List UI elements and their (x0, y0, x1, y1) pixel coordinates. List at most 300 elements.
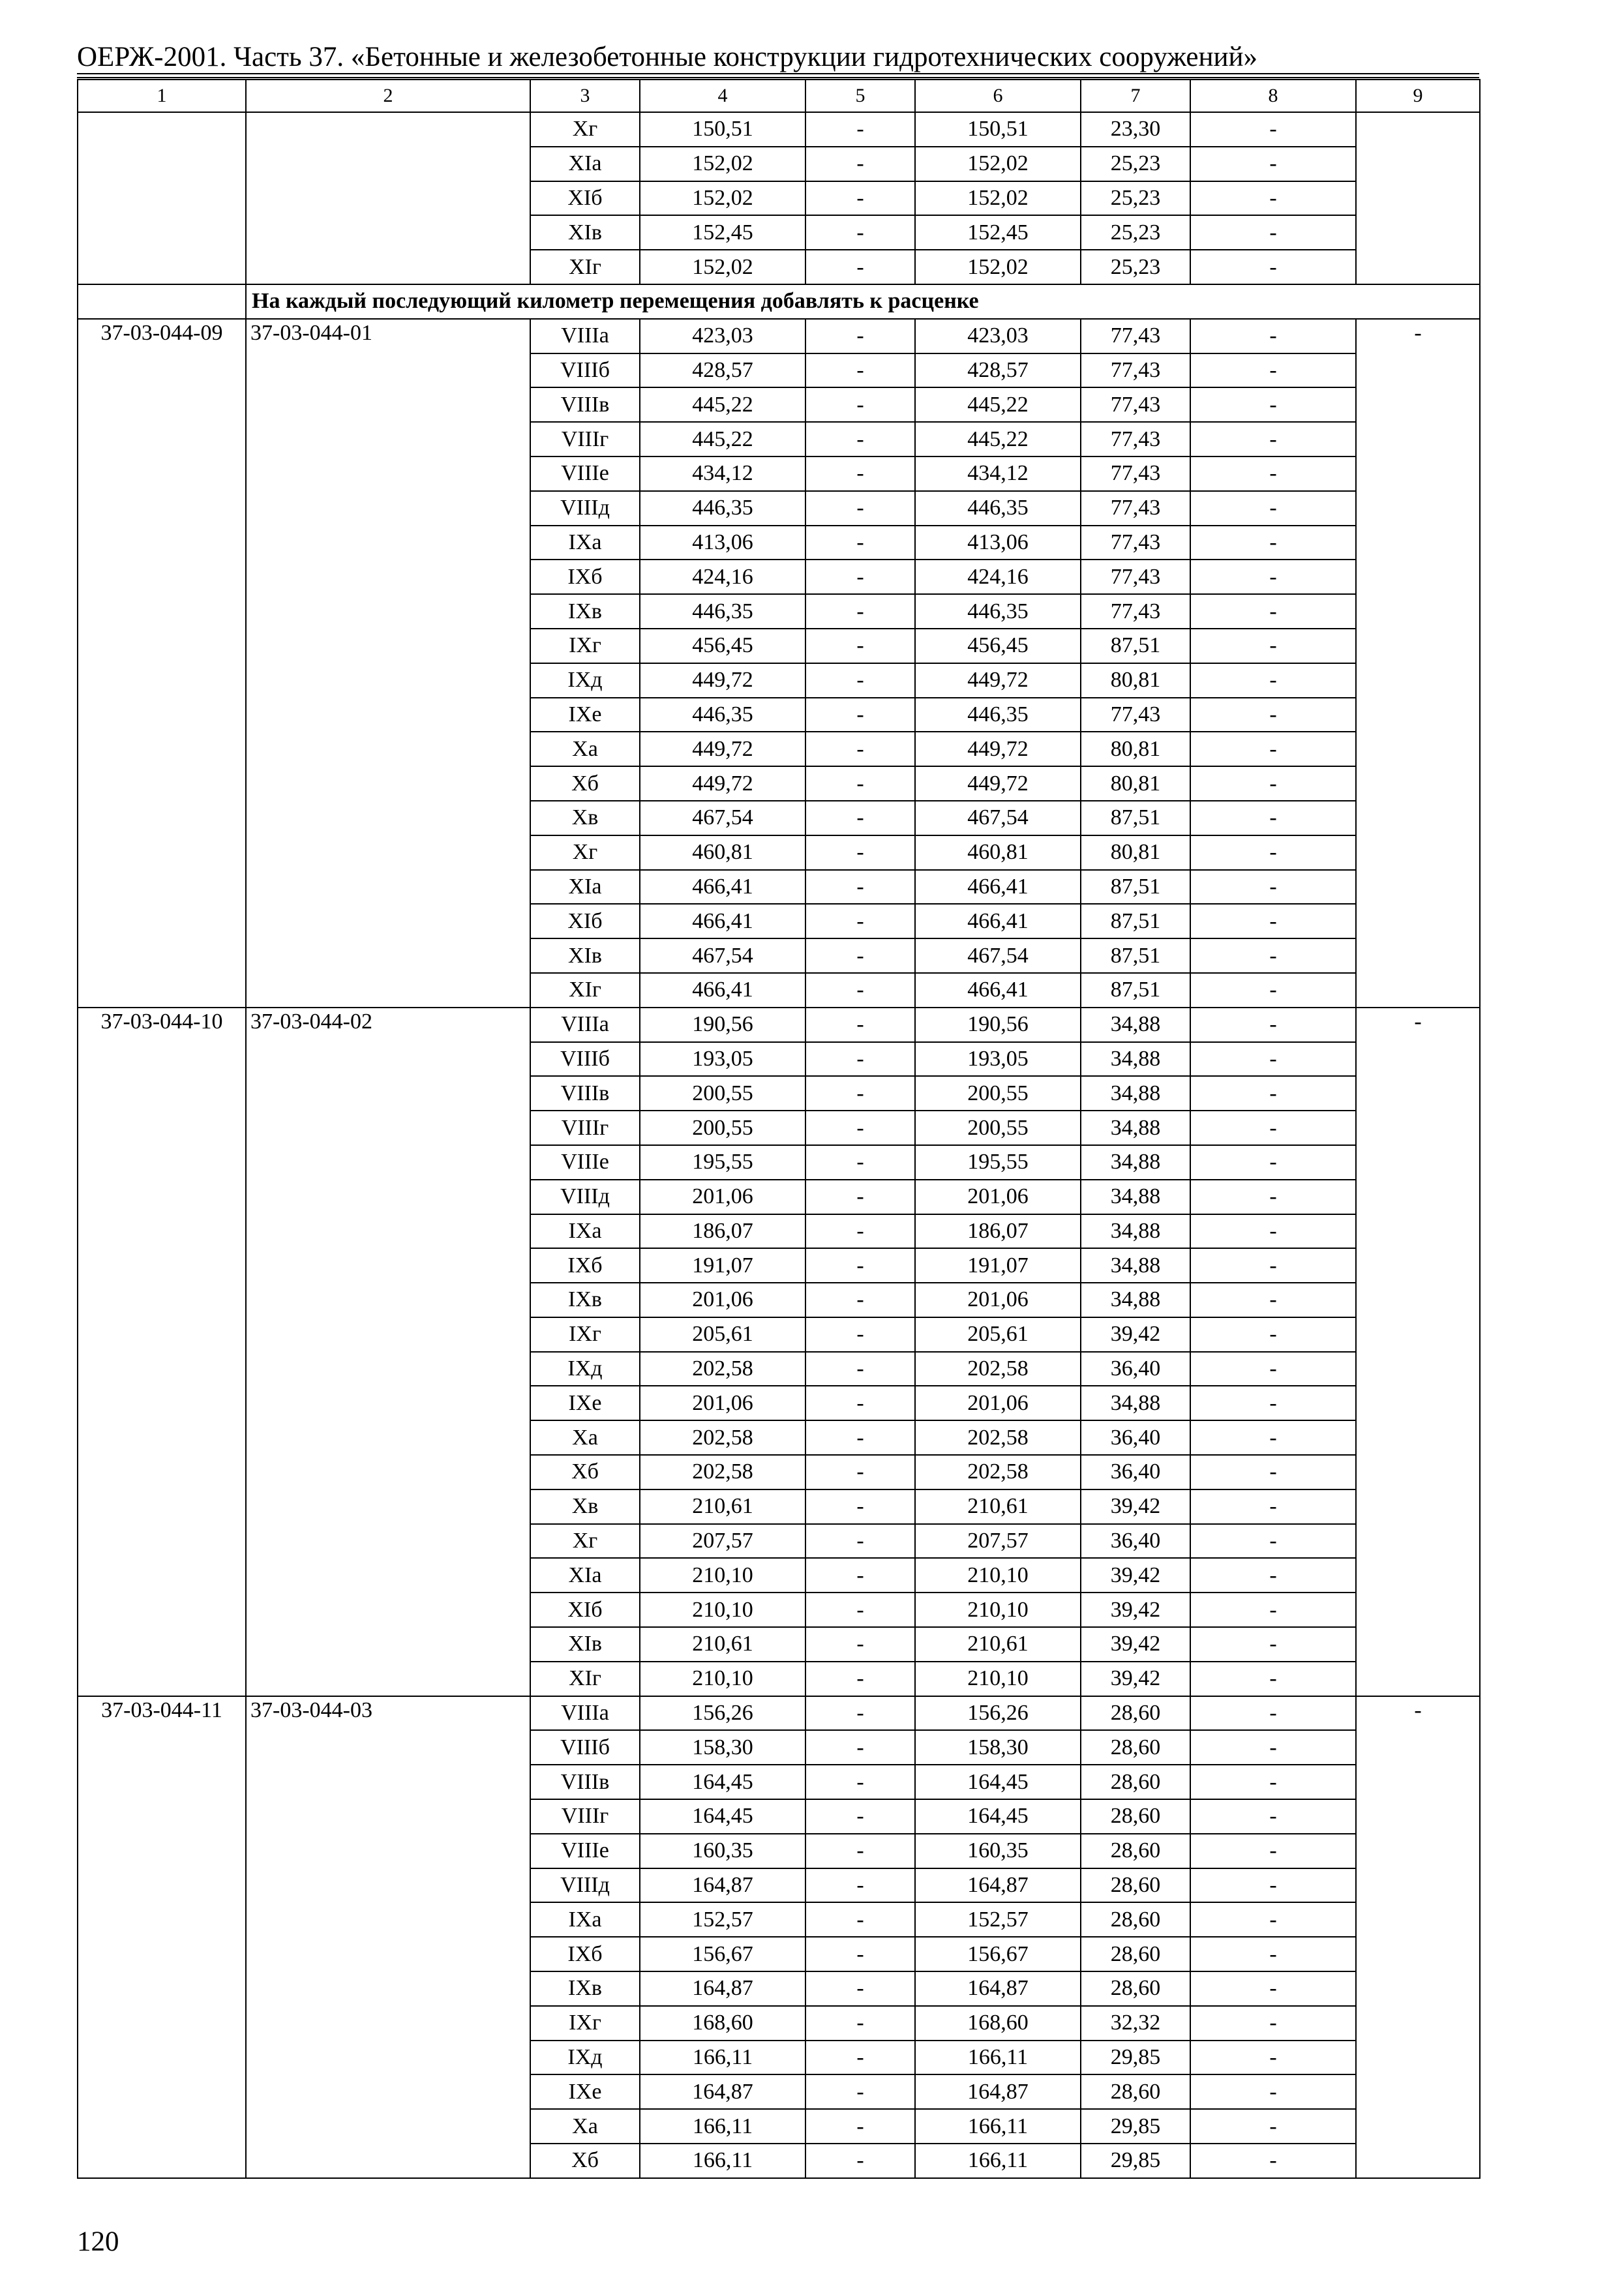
value-cell: 34,88 (1081, 1283, 1190, 1317)
value-cell: - (805, 147, 915, 181)
value-cell: 29,85 (1081, 2109, 1190, 2144)
col9-value: - (1356, 319, 1480, 1008)
column-number: 7 (1081, 80, 1190, 112)
value-cell: 77,43 (1081, 387, 1190, 422)
value-cell: - (1190, 2144, 1356, 2178)
value-cell: - (805, 1868, 915, 1903)
value-cell: - (805, 1317, 915, 1352)
value-cell: IXг (530, 1317, 640, 1352)
value-cell: - (805, 1111, 915, 1145)
value-cell: 34,88 (1081, 1111, 1190, 1145)
value-cell: - (1190, 1558, 1356, 1593)
value-cell: 428,57 (640, 353, 805, 388)
rate-code: 37-03-044-09 (78, 319, 246, 1008)
value-cell: XIб (530, 904, 640, 938)
value-cell: 150,51 (640, 112, 805, 147)
value-cell: IXа (530, 526, 640, 560)
value-cell: 210,10 (640, 1662, 805, 1696)
value-cell: 201,06 (640, 1180, 805, 1214)
value-cell: - (805, 629, 915, 663)
value-cell: 200,55 (915, 1076, 1081, 1111)
value-cell: - (805, 698, 915, 732)
value-cell: 202,58 (915, 1420, 1081, 1455)
value-cell: 166,11 (640, 2109, 805, 2144)
value-cell: - (1190, 560, 1356, 594)
value-cell: 168,60 (640, 2006, 805, 2041)
column-number: 8 (1190, 80, 1356, 112)
value-cell: VIIIд (530, 1180, 640, 1214)
value-cell: VIIIа (530, 1696, 640, 1731)
value-cell: - (1190, 2074, 1356, 2109)
value-cell: - (1190, 456, 1356, 491)
value-cell: VIIIв (530, 1076, 640, 1111)
value-cell: - (805, 526, 915, 560)
value-cell: 202,58 (640, 1455, 805, 1489)
value-cell: - (1190, 1765, 1356, 1799)
value-cell: IXе (530, 698, 640, 732)
value-cell: - (805, 1696, 915, 1731)
value-cell: VIIIв (530, 1765, 640, 1799)
column-number: 5 (805, 80, 915, 112)
value-cell: XIб (530, 181, 640, 216)
value-cell: 466,41 (640, 904, 805, 938)
value-cell: - (805, 1386, 915, 1420)
value-cell: - (1190, 1111, 1356, 1145)
value-cell: 36,40 (1081, 1455, 1190, 1489)
value-cell: - (805, 2006, 915, 2041)
value-cell: IXв (530, 594, 640, 629)
value-cell: 190,56 (640, 1008, 805, 1042)
value-cell: - (1190, 1317, 1356, 1352)
value-cell: 193,05 (640, 1042, 805, 1077)
value-cell: 413,06 (640, 526, 805, 560)
value-cell: 39,42 (1081, 1489, 1190, 1524)
value-cell: VIIIв (530, 387, 640, 422)
value-cell: IXг (530, 629, 640, 663)
value-cell: 434,12 (640, 456, 805, 491)
value-cell: - (805, 1627, 915, 1662)
value-cell: - (1190, 1868, 1356, 1903)
value-cell: 166,11 (915, 2041, 1081, 2075)
value-cell: 424,16 (640, 560, 805, 594)
value-cell: 164,45 (640, 1765, 805, 1799)
value-cell: VIIIе (530, 1145, 640, 1180)
value-cell: - (1190, 1455, 1356, 1489)
value-cell: - (1190, 1730, 1356, 1765)
value-cell: 201,06 (915, 1283, 1081, 1317)
col9-value: - (1356, 1696, 1480, 2178)
value-cell: 210,10 (640, 1593, 805, 1627)
rate-code: 37-03-044-11 (78, 1696, 246, 2178)
value-cell: 186,07 (915, 1214, 1081, 1249)
value-cell: 423,03 (915, 319, 1081, 353)
value-cell: - (805, 1420, 915, 1455)
value-cell: 34,88 (1081, 1180, 1190, 1214)
rates-table (77, 79, 1481, 2179)
value-cell: - (805, 1042, 915, 1077)
table-row (78, 319, 1480, 353)
value-cell: - (1190, 2109, 1356, 2144)
value-cell: XIг (530, 1662, 640, 1696)
value-cell: 77,43 (1081, 491, 1190, 526)
value-cell: 200,55 (640, 1076, 805, 1111)
value-cell: - (1190, 387, 1356, 422)
value-cell: - (805, 1008, 915, 1042)
value-cell: XIг (530, 250, 640, 284)
value-cell: - (1190, 732, 1356, 766)
value-cell: 152,45 (915, 215, 1081, 250)
value-cell: - (1190, 526, 1356, 560)
value-cell: 39,42 (1081, 1317, 1190, 1352)
value-cell: 77,43 (1081, 560, 1190, 594)
value-cell: - (1190, 353, 1356, 388)
value-cell: - (1190, 904, 1356, 938)
value-cell: Xб (530, 766, 640, 801)
value-cell: 77,43 (1081, 698, 1190, 732)
value-cell: 80,81 (1081, 766, 1190, 801)
value-cell: 28,60 (1081, 1971, 1190, 2006)
value-cell: - (805, 2144, 915, 2178)
value-cell: - (1190, 973, 1356, 1008)
value-cell: 467,54 (915, 801, 1081, 835)
value-cell: XIв (530, 938, 640, 973)
value-cell: - (805, 1799, 915, 1834)
header-rule (77, 73, 1479, 74)
value-cell: 210,61 (915, 1489, 1081, 1524)
value-cell: 446,35 (640, 594, 805, 629)
value-cell: - (805, 904, 915, 938)
value-cell: 158,30 (915, 1730, 1081, 1765)
value-cell: 34,88 (1081, 1008, 1190, 1042)
col9-cell-empty (1356, 112, 1480, 284)
value-cell: - (805, 387, 915, 422)
value-cell: VIIIа (530, 1008, 640, 1042)
value-cell: 466,41 (915, 904, 1081, 938)
value-cell: 80,81 (1081, 663, 1190, 698)
value-cell: - (1190, 663, 1356, 698)
value-cell: 200,55 (915, 1111, 1081, 1145)
value-cell: - (1190, 801, 1356, 835)
value-cell: 423,03 (640, 319, 805, 353)
base-rate-code: 37-03-044-02 (246, 1008, 530, 1696)
value-cell: 39,42 (1081, 1662, 1190, 1696)
value-cell: - (1190, 594, 1356, 629)
value-cell: 34,88 (1081, 1214, 1190, 1249)
value-cell: IXд (530, 1352, 640, 1386)
value-cell: - (805, 1145, 915, 1180)
value-cell: Xб (530, 2144, 640, 2178)
value-cell: 87,51 (1081, 973, 1190, 1008)
value-cell: 449,72 (640, 732, 805, 766)
column-number: 3 (530, 80, 640, 112)
value-cell: 152,02 (640, 181, 805, 216)
value-cell: 201,06 (915, 1180, 1081, 1214)
value-cell: IXе (530, 1386, 640, 1420)
value-cell: 164,87 (915, 1971, 1081, 2006)
value-cell: Xв (530, 801, 640, 835)
value-cell: - (805, 112, 915, 147)
value-cell: - (1190, 1008, 1356, 1042)
value-cell: 164,87 (640, 1971, 805, 2006)
value-cell: - (1190, 319, 1356, 353)
value-cell: 445,22 (640, 422, 805, 456)
value-cell: - (805, 938, 915, 973)
value-cell: 28,60 (1081, 1765, 1190, 1799)
value-cell: 152,02 (640, 250, 805, 284)
value-cell: XIг (530, 973, 640, 1008)
value-cell: 210,10 (915, 1558, 1081, 1593)
value-cell: VIIIд (530, 1868, 640, 1903)
value-cell: - (1190, 1834, 1356, 1868)
value-cell: 152,45 (640, 215, 805, 250)
value-cell: 28,60 (1081, 2074, 1190, 2109)
value-cell: - (805, 870, 915, 905)
value-cell: 445,22 (915, 422, 1081, 456)
value-cell: 456,45 (640, 629, 805, 663)
value-cell: VIIIе (530, 456, 640, 491)
value-cell: 156,67 (915, 1937, 1081, 1971)
value-cell: - (805, 1214, 915, 1249)
value-cell: 87,51 (1081, 801, 1190, 835)
value-cell: - (1190, 938, 1356, 973)
value-cell: 446,35 (640, 698, 805, 732)
value-cell: - (1190, 1524, 1356, 1559)
value-cell: - (805, 1524, 915, 1559)
value-cell: - (805, 973, 915, 1008)
value-cell: 80,81 (1081, 732, 1190, 766)
value-cell: VIIIг (530, 1799, 640, 1834)
column-number: 4 (640, 80, 805, 112)
value-cell: 39,42 (1081, 1593, 1190, 1627)
value-cell: 28,60 (1081, 1834, 1190, 1868)
value-cell: - (805, 2041, 915, 2075)
value-cell: 152,02 (915, 250, 1081, 284)
value-cell: - (805, 491, 915, 526)
table-body (78, 112, 1480, 2178)
value-cell: 152,57 (915, 1902, 1081, 1937)
value-cell: 34,88 (1081, 1076, 1190, 1111)
value-cell: IXе (530, 2074, 640, 2109)
value-cell: - (805, 319, 915, 353)
value-cell: XIа (530, 1558, 640, 1593)
value-cell: XIв (530, 1627, 640, 1662)
value-cell: 34,88 (1081, 1145, 1190, 1180)
value-cell: - (1190, 2041, 1356, 2075)
value-cell: IXд (530, 2041, 640, 2075)
value-cell: VIIIг (530, 422, 640, 456)
value-cell: 467,54 (915, 938, 1081, 973)
value-cell: 87,51 (1081, 938, 1190, 973)
value-cell: 156,26 (640, 1696, 805, 1731)
value-cell: Xа (530, 2109, 640, 2144)
value-cell: 413,06 (915, 526, 1081, 560)
value-cell: 166,11 (915, 2144, 1081, 2178)
value-cell: 202,58 (915, 1352, 1081, 1386)
column-number: 9 (1356, 80, 1480, 112)
value-cell: - (805, 1593, 915, 1627)
value-cell: - (805, 422, 915, 456)
value-cell: 205,61 (915, 1317, 1081, 1352)
value-cell: IXд (530, 663, 640, 698)
value-cell: VIIIб (530, 1730, 640, 1765)
value-cell: 202,58 (915, 1455, 1081, 1489)
value-cell: 28,60 (1081, 1730, 1190, 1765)
value-cell: - (1190, 766, 1356, 801)
value-cell: 158,30 (640, 1730, 805, 1765)
value-cell: 29,85 (1081, 2041, 1190, 2075)
value-cell: Xа (530, 732, 640, 766)
base-rate-code: 37-03-044-03 (246, 1696, 530, 2178)
value-cell: - (805, 1076, 915, 1111)
section-title: На каждый последующий километр перемещения добавлять к расценке (246, 284, 1480, 319)
value-cell: 205,61 (640, 1317, 805, 1352)
value-cell: 150,51 (915, 112, 1081, 147)
value-cell: VIIIб (530, 1042, 640, 1077)
value-cell: 156,26 (915, 1696, 1081, 1731)
value-cell: - (805, 1730, 915, 1765)
value-cell: - (805, 1352, 915, 1386)
col9-value: - (1356, 1008, 1480, 1696)
value-cell: 445,22 (640, 387, 805, 422)
section-spacer (78, 284, 246, 319)
value-cell: 34,88 (1081, 1386, 1190, 1420)
value-cell: - (1190, 250, 1356, 284)
value-cell: - (1190, 2006, 1356, 2041)
value-cell: - (1190, 1489, 1356, 1524)
value-cell: - (1190, 491, 1356, 526)
value-cell: 186,07 (640, 1214, 805, 1249)
value-cell: 207,57 (640, 1524, 805, 1559)
value-cell: XIв (530, 215, 640, 250)
value-cell: Xг (530, 835, 640, 870)
value-cell: 77,43 (1081, 594, 1190, 629)
value-cell: 434,12 (915, 456, 1081, 491)
value-cell: 193,05 (915, 1042, 1081, 1077)
value-cell: 168,60 (915, 2006, 1081, 2041)
value-cell: - (1190, 1180, 1356, 1214)
value-cell: 87,51 (1081, 870, 1190, 905)
value-cell: 466,41 (915, 870, 1081, 905)
value-cell: IXа (530, 1902, 640, 1937)
value-cell: 202,58 (640, 1352, 805, 1386)
value-cell: 77,43 (1081, 319, 1190, 353)
value-cell: 164,87 (640, 1868, 805, 1903)
value-cell: IXв (530, 1971, 640, 2006)
value-cell: - (805, 1937, 915, 1971)
value-cell: - (1190, 422, 1356, 456)
value-cell: - (805, 250, 915, 284)
value-cell: - (805, 732, 915, 766)
value-cell: - (1190, 870, 1356, 905)
value-cell: 25,23 (1081, 147, 1190, 181)
value-cell: - (1190, 1662, 1356, 1696)
value-cell: 201,06 (640, 1386, 805, 1420)
value-cell: 152,02 (915, 181, 1081, 216)
value-cell: 446,35 (640, 491, 805, 526)
value-cell: 164,45 (640, 1799, 805, 1834)
base-code-cell-empty (246, 112, 530, 284)
value-cell: 28,60 (1081, 1937, 1190, 1971)
value-cell: - (805, 1489, 915, 1524)
value-cell: 32,32 (1081, 2006, 1190, 2041)
value-cell: IXб (530, 560, 640, 594)
value-cell: 201,06 (915, 1386, 1081, 1420)
value-cell: VIIIг (530, 1111, 640, 1145)
value-cell: - (805, 801, 915, 835)
value-cell: 424,16 (915, 560, 1081, 594)
value-cell: 449,72 (915, 663, 1081, 698)
value-cell: 446,35 (915, 491, 1081, 526)
value-cell: 39,42 (1081, 1627, 1190, 1662)
value-cell: - (1190, 1352, 1356, 1386)
value-cell: 36,40 (1081, 1420, 1190, 1455)
value-cell: - (805, 663, 915, 698)
value-cell: - (805, 1180, 915, 1214)
value-cell: - (805, 1248, 915, 1283)
value-cell: - (805, 1971, 915, 2006)
value-cell: 160,35 (915, 1834, 1081, 1868)
value-cell: 152,02 (640, 147, 805, 181)
value-cell: 87,51 (1081, 629, 1190, 663)
value-cell: Xг (530, 1524, 640, 1559)
value-cell: 164,87 (640, 2074, 805, 2109)
value-cell: 156,67 (640, 1937, 805, 1971)
value-cell: 28,60 (1081, 1868, 1190, 1903)
value-cell: - (805, 835, 915, 870)
value-cell: 428,57 (915, 353, 1081, 388)
value-cell: - (1190, 1902, 1356, 1937)
value-cell: 191,07 (915, 1248, 1081, 1283)
value-cell: 77,43 (1081, 456, 1190, 491)
value-cell: 160,35 (640, 1834, 805, 1868)
value-cell: 190,56 (915, 1008, 1081, 1042)
value-cell: VIIIе (530, 1834, 640, 1868)
value-cell: XIб (530, 1593, 640, 1627)
value-cell: - (805, 1662, 915, 1696)
value-cell: VIIIб (530, 353, 640, 388)
value-cell: 25,23 (1081, 181, 1190, 216)
value-cell: 152,57 (640, 1902, 805, 1937)
value-cell: 460,81 (915, 835, 1081, 870)
column-number: 6 (915, 80, 1081, 112)
value-cell: 210,10 (915, 1662, 1081, 1696)
value-cell: 210,61 (640, 1627, 805, 1662)
value-cell: 210,10 (640, 1558, 805, 1593)
value-cell: 467,54 (640, 938, 805, 973)
value-cell: - (1190, 1971, 1356, 2006)
value-cell: 77,43 (1081, 422, 1190, 456)
value-cell: 166,11 (640, 2041, 805, 2075)
value-cell: - (1190, 1386, 1356, 1420)
section-row (78, 284, 1480, 319)
value-cell: - (1190, 181, 1356, 216)
value-cell: - (1190, 1593, 1356, 1627)
page-header-title: ОЕРЖ-2001. Часть 37. «Бетонные и железобетонные конструкции гидротехнических сооружений» (77, 42, 1258, 72)
value-cell: IXв (530, 1283, 640, 1317)
value-cell: 39,42 (1081, 1558, 1190, 1593)
value-cell: - (1190, 147, 1356, 181)
value-cell: 449,72 (640, 766, 805, 801)
value-cell: 28,60 (1081, 1696, 1190, 1731)
value-cell: 466,41 (915, 973, 1081, 1008)
column-number: 2 (246, 80, 530, 112)
value-cell: 460,81 (640, 835, 805, 870)
header-rule (77, 77, 1479, 78)
value-cell: 152,02 (915, 147, 1081, 181)
value-cell: 210,61 (915, 1627, 1081, 1662)
value-cell: - (1190, 1420, 1356, 1455)
value-cell: - (1190, 1042, 1356, 1077)
